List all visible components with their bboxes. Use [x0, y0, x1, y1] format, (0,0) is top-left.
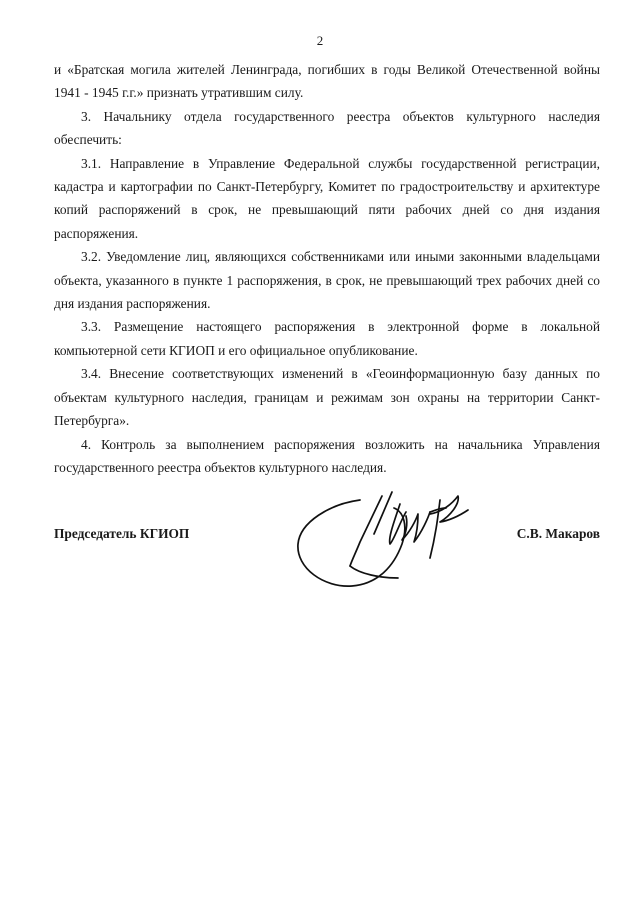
paragraph-item-3-1: 3.1. Направление в Управление Федеральной службы государственной регистрации, кадастра и картографии по Санкт-Петербургу, Комитет по градостроительству и архитектуре копий распоряжений в срок, не превышающий пяти рабочих дней со дня издания распоряжения.	[54, 155, 600, 241]
handwritten-signature	[290, 482, 510, 602]
page-number: 2	[316, 33, 324, 48]
paragraph-item-3: 3. Начальнику отдела государственного реестра объектов культурного наследия обеспечить:	[54, 108, 600, 148]
paragraph-item-3-4: 3.4. Внесение соответствующих изменений в «Геоинформационную базу данных по объектам культурного наследия, границам и режимам зон охраны на территории Санкт-Петербурга».	[54, 366, 600, 429]
document-body	[54, 58, 600, 479]
paragraph-item-3-3: 3.3. Размещение настоящего распоряжения в электронной форме в локальной компьютерной сети КГИОП и его официальное опубликование.	[54, 319, 600, 358]
paragraph-continuation: и «Братская могила жителей Ленинграда, погибших в годы Великой Отечественной войны 1941 - 1945 г.г.» признать утратившим силу.	[54, 62, 600, 101]
paragraph-item-3-2: 3.2. Уведомление лиц, являющихся собственниками или иными законными владельцами объекта, указанного в пункте 1 распоряжения, в срок, не превышающий трех рабочих дней со дня издания распоряжения.	[54, 249, 600, 312]
signatory-title: Председатель КГИОП	[54, 526, 190, 541]
paragraph-item-4: 4. Контроль за выполнением распоряжения возложить на начальника Управления государственного реестра объектов культурного наследия.	[54, 436, 600, 475]
signatory-name: С.В. Макаров	[516, 526, 600, 541]
